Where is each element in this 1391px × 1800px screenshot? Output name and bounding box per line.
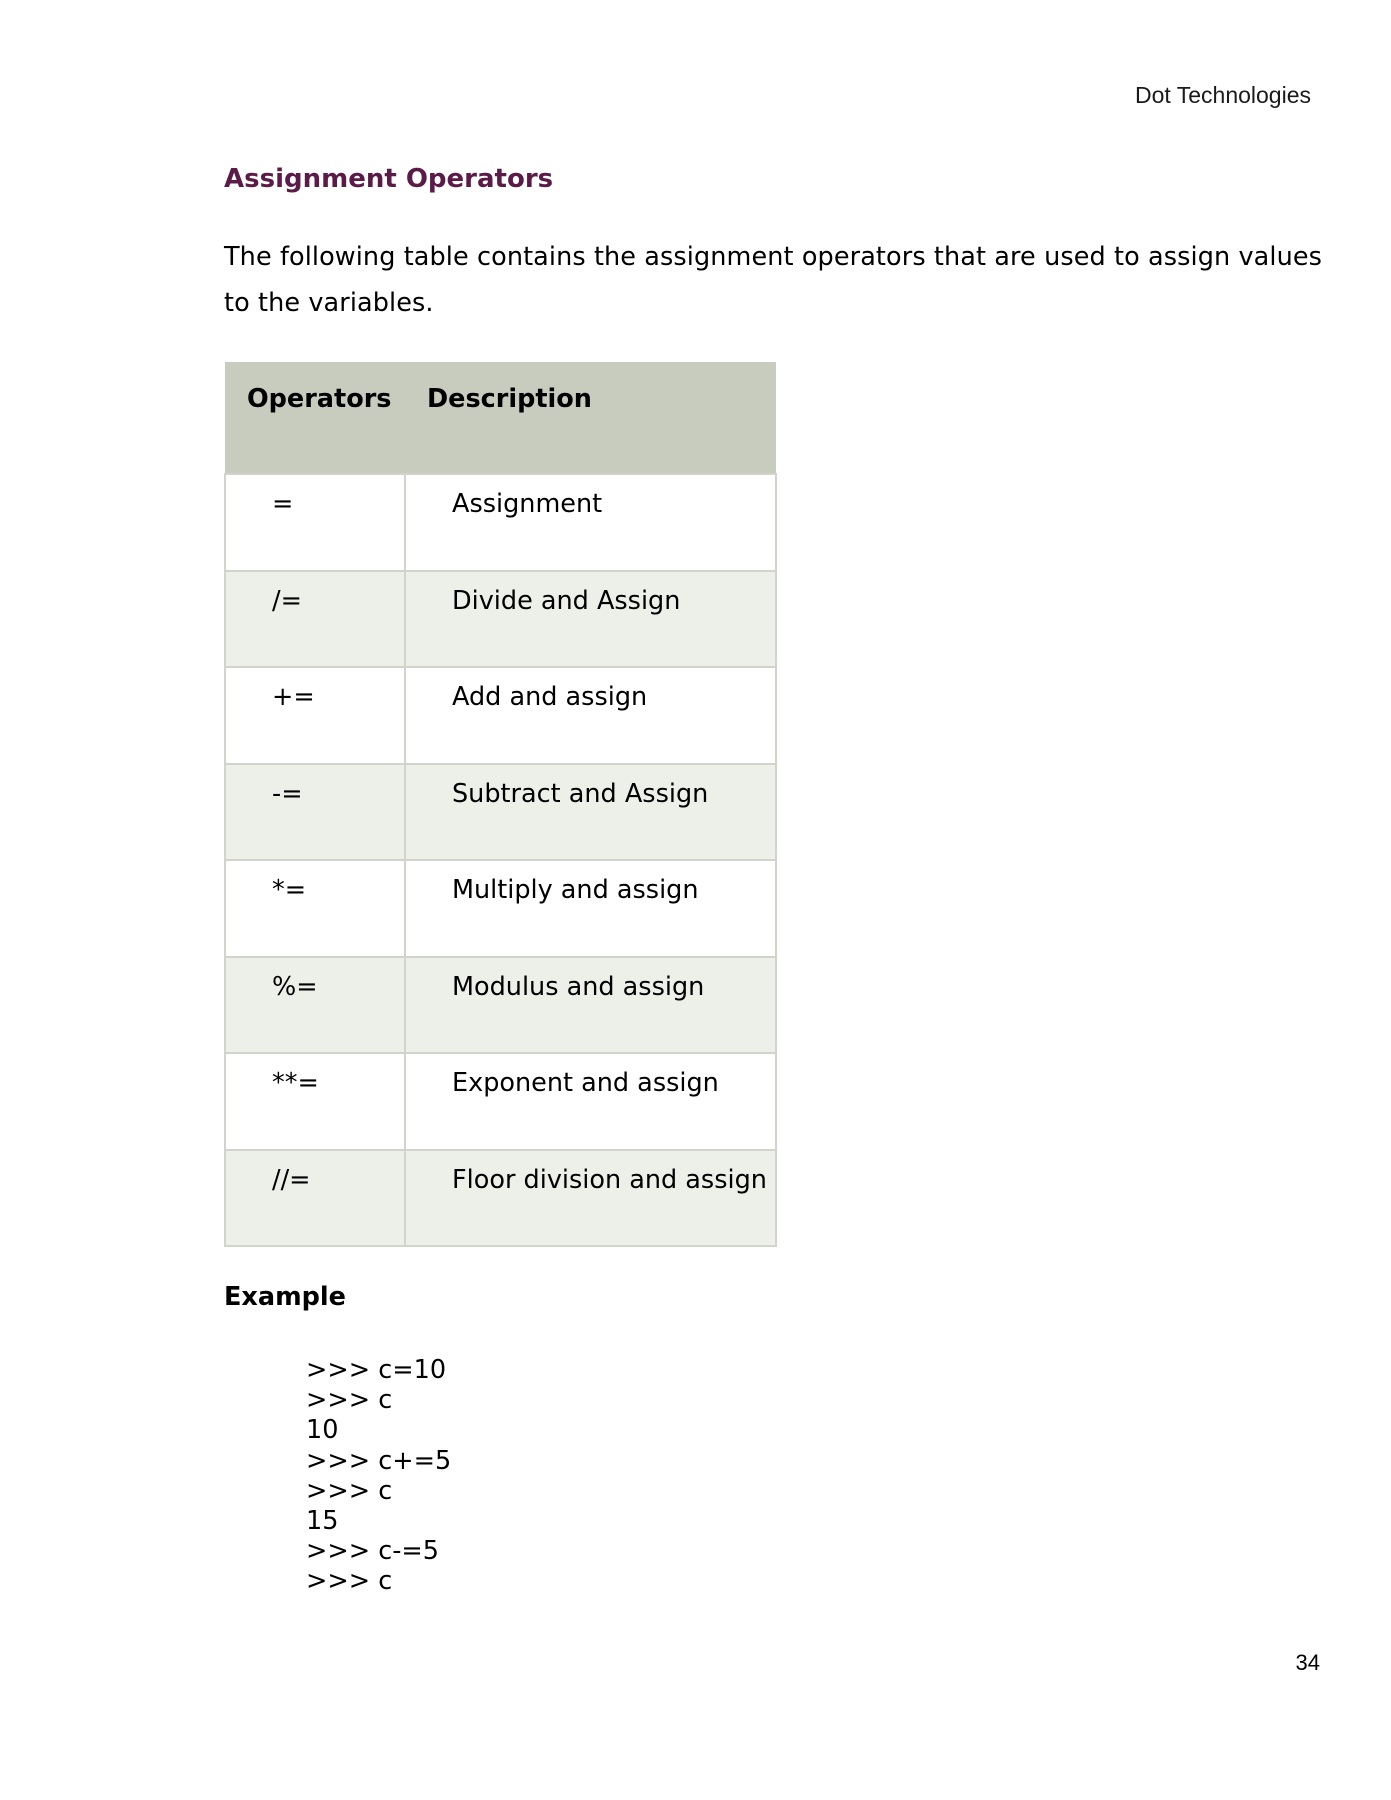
code-line: >>> c+=5 — [306, 1445, 452, 1476]
code-line: 10 — [306, 1415, 339, 1446]
code-line: >>> c — [306, 1475, 393, 1506]
table-row — [225, 764, 776, 861]
code-line: >>> c-=5 — [306, 1536, 440, 1567]
operator-cell: **= — [225, 1053, 405, 1150]
table-row — [225, 1053, 776, 1150]
operator-cell: %= — [225, 957, 405, 1054]
table-row — [225, 860, 776, 957]
column-header-operators: Operators — [247, 384, 392, 414]
table-header-row — [225, 362, 776, 474]
operator-cell: *= — [225, 860, 405, 957]
description-cell: Add and assign — [405, 667, 776, 764]
operator-cell: -= — [225, 764, 405, 861]
operator-cell: += — [225, 667, 405, 764]
page-number: 34 — [1295, 1650, 1320, 1675]
operators-table — [224, 362, 777, 1247]
running-header: Dot Technologies — [1134, 82, 1311, 108]
code-line: >>> c — [306, 1385, 393, 1416]
operator-cell: = — [225, 474, 405, 571]
operator-cell: /= — [225, 571, 405, 668]
description-cell: Divide and Assign — [405, 571, 776, 668]
description-cell: Multiply and assign — [405, 860, 776, 957]
description-cell: Modulus and assign — [405, 957, 776, 1054]
description-cell: Floor division and assign — [405, 1150, 776, 1247]
table-row — [225, 667, 776, 764]
code-line: >>> c — [306, 1566, 393, 1597]
operator-cell: //= — [225, 1150, 405, 1247]
column-header-description: Description — [427, 384, 592, 414]
intro-paragraph: The following table contains the assignment operators that are used to assign values to the variables. — [224, 242, 1322, 318]
table-row — [225, 957, 776, 1054]
code-example — [306, 1355, 451, 1597]
description-cell: Subtract and Assign — [405, 764, 776, 861]
table-row — [225, 474, 776, 571]
description-cell: Exponent and assign — [405, 1053, 776, 1150]
table-row — [225, 571, 776, 668]
table-row — [225, 1150, 776, 1247]
code-line: 15 — [306, 1506, 339, 1537]
description-cell: Assignment — [405, 474, 776, 571]
code-line: >>> c=10 — [306, 1355, 447, 1385]
example-heading: Example — [224, 1282, 346, 1312]
section-title: Assignment Operators — [224, 164, 554, 194]
